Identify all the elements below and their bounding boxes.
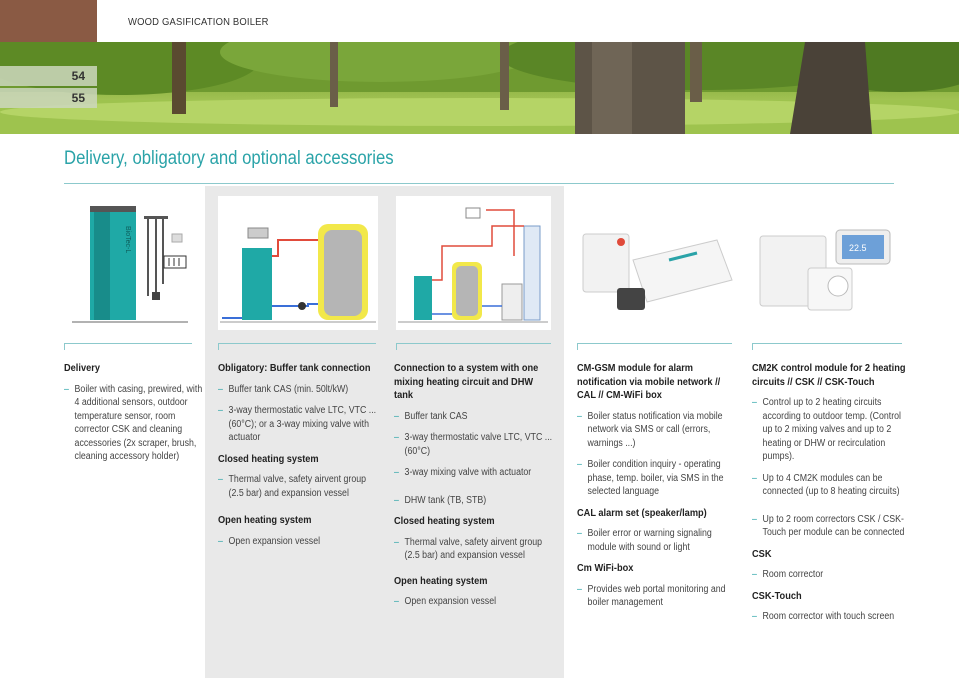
thermostat-display-reading: 22.5 <box>849 243 867 253</box>
cm2k-touch-title: CSK-Touch <box>752 589 802 602</box>
boiler-illustration <box>64 196 194 330</box>
column-rule-cm2k <box>752 343 902 344</box>
column-obligatory <box>218 362 383 556</box>
obligatory-open-item: – Open expansion vessel <box>218 535 383 549</box>
column-delivery <box>64 362 204 472</box>
cm2k-csk-item: – Room corrector <box>752 568 912 582</box>
column-rule-obligatory <box>218 343 376 344</box>
gsm-wifi-item: – Provides web portal monitoring and boiler management <box>577 583 737 610</box>
column-rule-connection <box>396 343 551 344</box>
cm2k-item: – Control up to 2 heating circuits according to outdoor temp. (Control up to 2 mixing valves and up to 2 heating or DHW or recirculation pumps). <box>752 396 912 464</box>
column-connection <box>394 362 554 617</box>
header-color-block <box>0 0 97 42</box>
connection-closed-item: – Thermal valve, safety airvent group (2.5 bar) and expansion vessel <box>394 536 554 563</box>
obligatory-item: – 3-way thermostatic valve LTC, VTC ... (60°C); or a 3-way mixing valve with actuator <box>218 404 383 445</box>
connection-item: – DHW tank (TB, STB) <box>394 494 554 508</box>
obligatory-title: Obligatory: Buffer tank connection <box>218 362 371 374</box>
boiler-image <box>64 196 194 330</box>
boiler-label: BioTec-L <box>124 226 131 254</box>
column-rule-delivery <box>64 343 192 344</box>
dhw-system-diagram <box>396 196 551 330</box>
obligatory-closed-item: – Thermal valve, safety airvent group (2.5 bar) and expansion vessel <box>218 473 383 500</box>
gsm-module-illustration <box>577 220 737 320</box>
obligatory-item: – Buffer tank CAS (min. 50lt/kW) <box>218 383 383 397</box>
connection-item: – 3-way thermostatic valve LTC, VTC ... (60°C) <box>394 431 554 458</box>
forest-illustration <box>0 42 959 134</box>
connection-item: – 3-way mixing valve with actuator <box>394 466 554 480</box>
gsm-module-image <box>577 220 737 320</box>
column-cm2k <box>752 362 912 632</box>
connection-open-item: – Open expansion vessel <box>394 595 554 609</box>
obligatory-closed-title: Closed heating system <box>218 452 319 465</box>
buffer-tank-illustration <box>218 196 378 330</box>
gsm-cal-title: CAL alarm set (speaker/lamp) <box>577 506 707 519</box>
section-title: Delivery, obligatory and optional accessories <box>64 148 394 169</box>
connection-title: Connection to a system with one mixing heating circuit and DHW tank <box>394 362 539 401</box>
connection-closed-title: Closed heating system <box>394 515 495 527</box>
forest-banner <box>0 42 959 134</box>
gsm-cal-item: – Boiler error or warning signaling module with sound or light <box>577 527 737 554</box>
page-number-right: 55 <box>0 88 97 108</box>
gsm-item: – Boiler status notification via mobile network via SMS or call (errors, warnings ...) <box>577 410 737 451</box>
column-gsm <box>577 362 737 618</box>
gsm-item: – Boiler condition inquiry - operating phase, temp. boiler, via SMS in the selected language <box>577 458 737 499</box>
cm2k-module-illustration <box>756 224 896 316</box>
cm2k-csk-title: CSK <box>752 547 772 560</box>
gsm-title: CM-GSM module for alarm notification via mobile network // CAL // CM-WiFi box <box>577 362 721 401</box>
delivery-title: Delivery <box>64 362 100 374</box>
cm2k-module-image <box>756 224 896 316</box>
gsm-wifi-title: Cm WiFi-box <box>577 562 634 574</box>
buffer-tank-diagram <box>218 196 378 330</box>
connection-open-title: Open heating system <box>394 574 488 587</box>
cm2k-item: – Up to 2 room correctors CSK / CSK-Touch per module can be connected <box>752 513 912 540</box>
column-rule-gsm <box>577 343 732 344</box>
cm2k-item: – Up to 4 CM2K modules can be connected (up to 8 heating circuits) <box>752 472 912 499</box>
obligatory-open-title: Open heating system <box>218 514 312 526</box>
section-divider <box>64 183 894 184</box>
header-title: WOOD GASIFICATION BOILER <box>128 16 269 28</box>
page-number-left: 54 <box>0 66 97 86</box>
cm2k-touch-item: – Room corrector with touch screen <box>752 610 912 624</box>
cm2k-title: CM2K control module for 2 heating circuits // CSK // CSK-Touch <box>752 362 906 388</box>
dhw-system-illustration <box>396 196 551 330</box>
connection-item: – Buffer tank CAS <box>394 410 554 424</box>
delivery-item: – Boiler with casing, prewired, with 4 additional sensors, outdoor temperature sensor, room corrector CSK and cleaning accessories (2x scraper, brush, cleaning accessory holder) <box>64 383 204 464</box>
